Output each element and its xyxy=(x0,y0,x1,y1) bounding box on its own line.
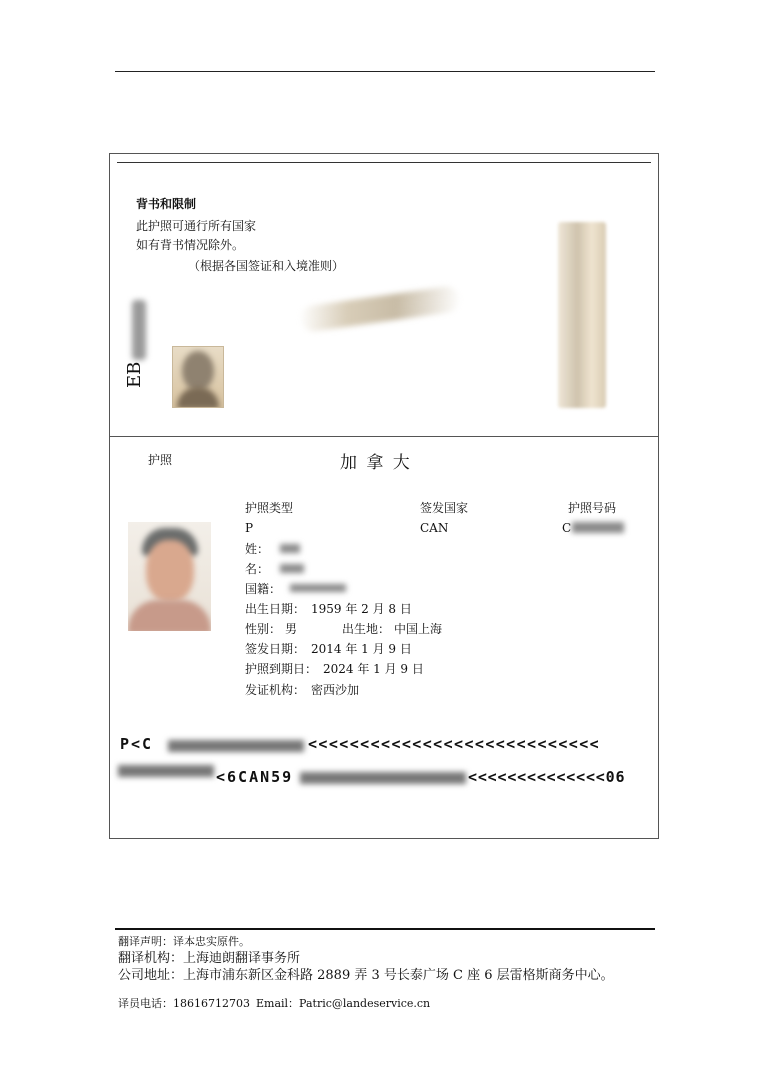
given-name-label: 名： xyxy=(245,562,270,576)
redacted-mrz-2a xyxy=(118,765,214,777)
redacted-given-name xyxy=(280,564,304,573)
sex-label: 性别： xyxy=(245,622,282,636)
passport-number-value: C xyxy=(562,521,572,535)
redacted-surname xyxy=(280,544,300,553)
issuing-authority-label: 发证机构： xyxy=(245,683,306,697)
translation-agency: 翻译机构：上海迪朗翻译事务所 xyxy=(118,951,301,966)
mrz-line-2-mid: <6CAN59 xyxy=(216,768,294,786)
mrz-line-1-start: P<C xyxy=(120,735,154,753)
expiry-date-value: 2024 年 1 月 9 日 xyxy=(323,662,424,676)
mrz-line-1-end: <<<<<<<<<<<<<<<<<<<<<<<<<<<< xyxy=(308,735,601,753)
top-rule xyxy=(115,71,655,72)
redacted-code xyxy=(132,300,146,360)
redacted-mrz-1 xyxy=(168,740,304,752)
ghost-photo xyxy=(172,346,224,408)
side-code: EB xyxy=(124,361,145,388)
date-of-birth-label: 出生日期： xyxy=(245,602,306,616)
company-address: 公司地址：上海市浦东新区金科路 2889 弄 3 号长泰广场 C 座 6 层雷格斯商务中心。 xyxy=(118,968,614,983)
endorsements-title: 背书和限制 xyxy=(136,197,197,211)
holder-photo xyxy=(128,522,211,631)
redacted-mrz-2b xyxy=(300,772,466,784)
issue-date-value: 2014 年 1 月 9 日 xyxy=(311,642,412,656)
issuing-country-label: 签发国家 xyxy=(420,501,469,515)
expiry-date-label: 护照到期日： xyxy=(245,662,318,676)
place-of-birth-label: 出生地： xyxy=(342,622,391,636)
issuing-country-value: CAN xyxy=(420,521,449,535)
place-of-birth-value: 中国上海 xyxy=(394,622,443,636)
nationality-label: 国籍： xyxy=(245,582,282,596)
issuing-authority-value: 密西沙加 xyxy=(311,683,360,697)
redacted-number xyxy=(572,522,624,533)
mrz-line-2-end: <<<<<<<<<<<<<<06 xyxy=(468,768,626,786)
passport-number-label: 护照号码 xyxy=(568,501,617,515)
translator-phone: 译员电话：18616712703 xyxy=(118,997,250,1010)
country-title: 加 拿 大 xyxy=(340,453,412,473)
surname-label: 姓： xyxy=(245,542,270,556)
endorsements-line-2: 如有背书情况除外。 xyxy=(136,238,245,252)
frame-inner-rule xyxy=(117,162,651,163)
endorsements-line-1: 此护照可通行所有国家 xyxy=(136,219,257,233)
redacted-nationality xyxy=(290,584,346,592)
passport-type-label: 护照类型 xyxy=(245,501,294,515)
endorsements-line-3: （根据各国签证和入境准则） xyxy=(188,259,345,273)
page-divider xyxy=(109,436,659,437)
security-strip xyxy=(558,222,606,408)
footer-rule xyxy=(115,928,655,930)
passport-label: 护照 xyxy=(148,453,173,467)
translation-statement: 翻译声明：译本忠实原件。 xyxy=(118,935,250,948)
translator-email[interactable]: Email：Patric@landeservice.cn xyxy=(256,997,431,1010)
date-of-birth-value: 1959 年 2 月 8 日 xyxy=(311,602,412,616)
sex-value: 男 xyxy=(285,622,298,636)
passport-type-value: P xyxy=(245,521,254,535)
issue-date-label: 签发日期： xyxy=(245,642,306,656)
